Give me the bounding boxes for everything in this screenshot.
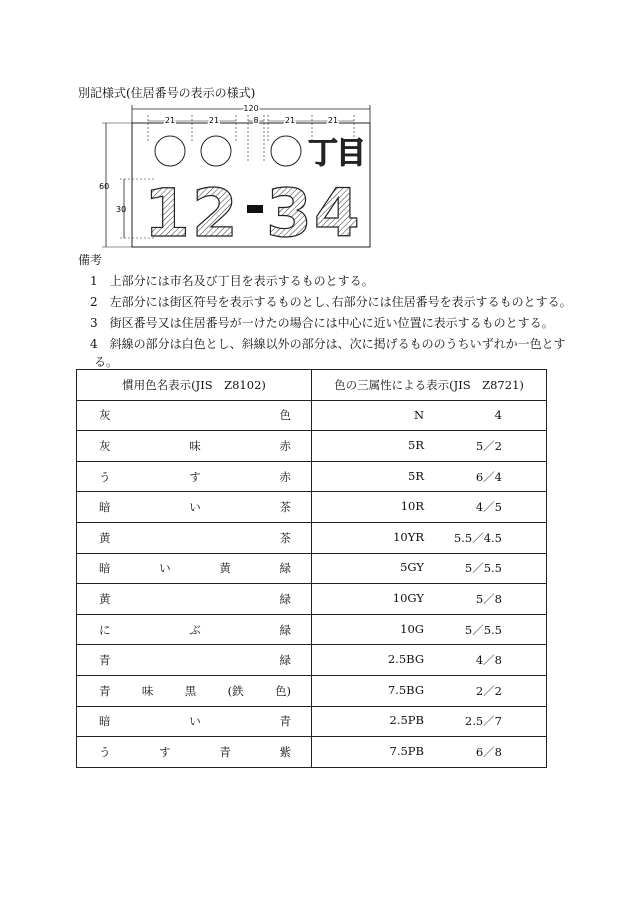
note-item (78, 334, 578, 355)
color-name-char: 黄 (99, 591, 111, 606)
color-name-char: 色) (275, 683, 291, 698)
dim-120: 120 (243, 104, 259, 113)
dim-60: 60 (99, 182, 110, 191)
column-header-conventional: 慣用色名表示(JIS Z8102) (77, 370, 312, 401)
note-text: 街区番号又は住居番号が一けたの場合には中心に近い位置に表示するものとする。 (109, 316, 554, 330)
munsell-hue: 10GY (392, 590, 424, 605)
table-row (77, 614, 547, 645)
dim-21-b: 21 (208, 116, 220, 125)
munsell-cell (312, 431, 547, 462)
color-name-char: い (189, 500, 201, 515)
color-name-char: 青 (219, 744, 231, 759)
note-number: 4 (90, 337, 98, 351)
color-name-char: う (99, 469, 111, 484)
color-name-cell (77, 400, 312, 431)
dim-21-d: 21 (327, 116, 339, 125)
munsell-value-chroma: 2／2 (475, 683, 502, 698)
dash-mark (247, 205, 263, 213)
dim-21-a: 21 (164, 116, 176, 125)
note-number: 1 (90, 274, 98, 288)
color-name-char: 暗 (99, 500, 111, 515)
color-name-char: 茶 (279, 500, 291, 515)
dim-30: 30 (116, 205, 127, 214)
table-row (77, 553, 547, 584)
color-name-char: 青 (279, 714, 291, 729)
munsell-hue: 2.5PB (389, 713, 424, 728)
munsell-value-chroma: 5／5.5 (464, 561, 502, 576)
color-name-char: う (99, 744, 111, 759)
table-row (77, 706, 547, 737)
munsell-value-chroma: 2.5／7 (464, 714, 502, 729)
color-name-char: 黄 (219, 561, 231, 576)
note-text: 上部分には市名及び丁目を表示するものとする。 (109, 274, 374, 288)
munsell-value-chroma: 4／5 (475, 500, 502, 515)
munsell-hue: 5R (408, 437, 424, 452)
munsell-value-chroma: 5／2 (475, 438, 502, 453)
table-row (77, 675, 547, 706)
city-circle-1 (155, 136, 185, 166)
color-name-cell (77, 645, 312, 676)
color-name-char: 赤 (279, 438, 291, 453)
munsell-hue: N (413, 408, 424, 423)
column-header-munsell: 色の三属性による表示(JIS Z8721) (312, 370, 547, 401)
color-name-char: 青 (99, 683, 111, 698)
color-name-char: 緑 (279, 622, 291, 637)
color-name-char: ぶ (189, 622, 201, 637)
color-name-char: 色 (279, 408, 291, 423)
munsell-cell (312, 737, 547, 768)
munsell-value-chroma: 5／5.5 (464, 622, 502, 637)
munsell-cell (312, 461, 547, 492)
munsell-cell (312, 645, 547, 676)
color-name-char: 緑 (279, 561, 291, 576)
color-name-char: い (159, 561, 171, 576)
table-row (77, 400, 547, 431)
color-name-char: 暗 (99, 561, 111, 576)
color-name-char: 茶 (279, 530, 291, 545)
table-row (77, 522, 547, 553)
table-row (77, 584, 547, 615)
color-name-char: 味 (189, 438, 201, 453)
color-name-char: 青 (99, 653, 111, 668)
color-name-cell (77, 706, 312, 737)
note-text: 左部分には街区符号を表示するものとし､右部分には住居番号を表示するものとする。 (109, 295, 572, 309)
color-name-char: に (99, 622, 111, 637)
munsell-cell (312, 584, 547, 615)
munsell-value-chroma: 6／4 (475, 469, 502, 484)
munsell-hue: 7.5PB (389, 743, 424, 758)
table-header-row (77, 370, 547, 401)
munsell-cell (312, 492, 547, 523)
color-name-cell (77, 522, 312, 553)
color-name-cell (77, 737, 312, 768)
color-name-cell (77, 584, 312, 615)
table-row (77, 492, 547, 523)
munsell-value-chroma: 4／8 (475, 653, 502, 668)
note-item (78, 271, 578, 292)
color-name-cell (77, 614, 312, 645)
munsell-hue: 5R (408, 468, 424, 483)
note-continuation: る。 (94, 355, 119, 369)
block-number: 12 (144, 175, 240, 251)
color-name-char: 緑 (279, 591, 291, 606)
color-name-cell (77, 431, 312, 462)
table-row (77, 431, 547, 462)
munsell-cell (312, 706, 547, 737)
city-circle-3 (271, 136, 301, 166)
color-table (76, 369, 547, 768)
color-name-char: 味 (141, 683, 154, 698)
munsell-hue: 10R (400, 499, 424, 514)
munsell-cell (312, 614, 547, 645)
munsell-hue: 7.5BG (387, 682, 424, 697)
color-name-char: す (159, 744, 171, 759)
note-item (78, 292, 578, 313)
color-name-char: 紫 (279, 744, 291, 759)
address-plate-diagram (96, 101, 376, 251)
chome-char-2: 目 (336, 136, 366, 171)
page-title: 別記様式(住居番号の表示の様式) (78, 86, 256, 100)
note-number: 2 (90, 295, 98, 309)
color-name-char: 灰 (99, 408, 111, 423)
note-text: 斜線の部分は白色とし、斜線以外の部分は、次に掲げるもののうちいずれか一色とす (109, 337, 566, 351)
city-circle-2 (201, 136, 231, 166)
color-name-char: 黒 (184, 683, 197, 698)
munsell-cell (312, 675, 547, 706)
color-name-char: 灰 (99, 438, 111, 453)
color-name-cell (77, 553, 312, 584)
munsell-value-chroma: 6／8 (475, 744, 502, 759)
color-name-cell (77, 675, 312, 706)
color-name-char: 赤 (279, 469, 291, 484)
munsell-hue: 10G (400, 621, 424, 636)
color-name-char: す (189, 469, 201, 484)
chome-char-1: 丁 (308, 136, 338, 171)
note-item (78, 313, 578, 334)
table-row (77, 461, 547, 492)
color-name-char: (鉄 (227, 683, 244, 698)
munsell-hue: 5GY (400, 560, 424, 575)
color-name-char: 緑 (279, 653, 291, 668)
munsell-value-chroma: 4 (494, 408, 502, 423)
munsell-cell (312, 553, 547, 584)
munsell-cell (312, 522, 547, 553)
munsell-hue: 2.5BG (387, 652, 424, 667)
color-name-char: 暗 (99, 714, 111, 729)
color-name-char: い (189, 714, 201, 729)
munsell-hue: 10YR (393, 529, 424, 544)
munsell-cell (312, 400, 547, 431)
note-number: 3 (90, 316, 98, 330)
munsell-value-chroma: 5.5／4.5 (453, 530, 502, 545)
dim-21-c: 21 (284, 116, 296, 125)
munsell-value-chroma: 5／8 (475, 591, 502, 606)
dim-8: 8 (253, 116, 259, 125)
color-name-cell (77, 492, 312, 523)
house-number: 34 (266, 175, 362, 251)
notes-section (78, 250, 578, 373)
table-row (77, 737, 547, 768)
color-name-char: 黄 (99, 530, 111, 545)
notes-heading: 備考 (78, 253, 103, 267)
color-name-cell (77, 461, 312, 492)
table-row (77, 645, 547, 676)
